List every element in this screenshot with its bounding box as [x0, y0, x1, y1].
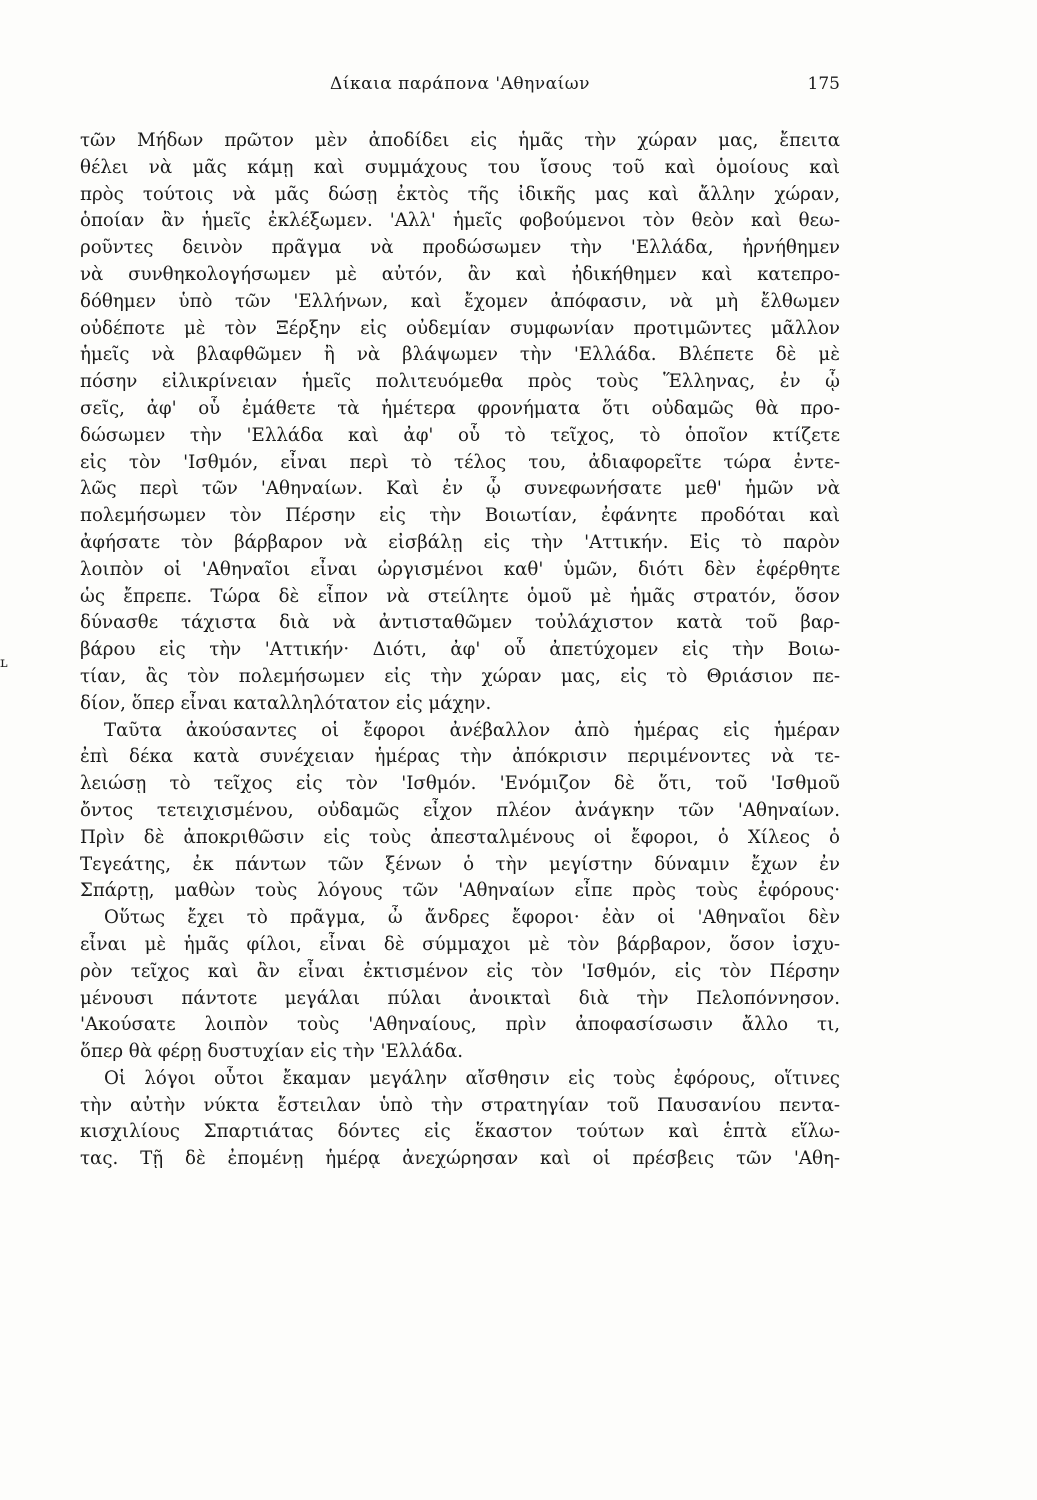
text-line: πόσην εἰλικρίνειαν ἡμεῖς πολιτευόμεθα πρὸς τοὺς Ἕλληνας, ἐν ᾧ: [80, 371, 840, 393]
text-line: ροῦντες δεινὸν πρᾶγμα νὰ προδώσωμεν τὴν 'Ελλάδα, ἠρνήθημεν: [80, 237, 840, 259]
text-line: Πρὶν δὲ ἀποκριθῶσιν εἰς τοὺς ἀπεσταλμένους οἱ ἔφοροι, ὁ Χίλεος ὁ: [80, 826, 840, 848]
text-line: Οὕτως ἔχει τὸ πρᾶγμα, ὦ ἄνδρες ἔφοροι· ἐὰν οἱ 'Αθηναῖοι δὲν: [104, 907, 840, 929]
text-line: ρὸν τεῖχος καὶ ἂν εἶναι ἐκτισμένον εἰς τὸν 'Ισθμόν, εἰς τὸν Πέρσην: [80, 960, 840, 982]
text-line: Οἱ λόγοι οὗτοι ἔκαμαν μεγάλην αἴσθησιν εἰς τοὺς ἐφόρους, οἵτινες: [104, 1067, 840, 1089]
text-line: θέλει νὰ μᾶς κάμῃ καὶ συμμάχους του ἴσους τοῦ καὶ ὁμοίους καὶ: [80, 156, 840, 178]
text-line: ὄντος τετειχισμένου, οὐδαμῶς εἶχον πλέον ἀνάγκην τῶν 'Αθηναίων.: [80, 799, 840, 821]
margin-mark: ʟ: [0, 655, 8, 671]
text-line: τὴν αὐτὴν νύκτα ἔστειλαν ὑπὸ τὴν στρατηγίαν τοῦ Παυσανίου πεντα-: [80, 1094, 840, 1116]
text-line: τας. Τῇ δὲ ἐπομένῃ ἡμέρᾳ ἀνεχώρησαν καὶ οἱ πρέσβεις τῶν 'Αθη-: [80, 1148, 840, 1170]
text-line: 'Ακούσατε λοιπὸν τοὺς 'Αθηναίους, πρὶν ἀποφασίσωσιν ἄλλο τι,: [80, 1014, 840, 1036]
text-line: εἰς τὸν 'Ισθμόν, εἶναι περὶ τὸ τέλος του, ἀδιαφορεῖτε τώρα ἐντε-: [80, 451, 840, 473]
text-line: ἀφήσατε τὸν βάρβαρον νὰ εἰσβάλῃ εἰς τὴν 'Αττικήν. Εἰς τὸ παρὸν: [80, 531, 840, 553]
text-line: δώσωμεν τὴν 'Ελλάδα καὶ ἀφ' οὗ τὸ τεῖχος, τὸ ὁποῖον κτίζετε: [80, 424, 840, 446]
text-line: ὡς ἔπρεπε. Τώρα δὲ εἶπον νὰ στείλητε ὁμοῦ μὲ ἡμᾶς στρατόν, ὅσον: [80, 585, 840, 607]
running-head: [80, 74, 840, 98]
text-line: Τεγεάτης, ἐκ πάντων τῶν ξένων ὁ τὴν μεγίστην δύναμιν ἔχων ἐν: [80, 853, 840, 875]
text-line: Σπάρτῃ, μαθὼν τοὺς λόγους τῶν 'Αθηναίων εἶπε πρὸς τοὺς ἐφόρους·: [80, 880, 840, 902]
text-line: μένουσι πάντοτε μεγάλαι πύλαι ἀνοικταὶ διὰ τὴν Πελοπόννησον.: [80, 987, 840, 1009]
text-line: δόθημεν ὑπὸ τῶν 'Ελλήνων, καὶ ἔχομεν ἀπόφασιν, νὰ μὴ ἔλθωμεν: [80, 290, 840, 312]
text-line: λῶς περὶ τῶν 'Αθηναίων. Καὶ ἐν ᾧ συνεφωνήσατε μεθ' ἡμῶν νὰ: [80, 478, 840, 500]
text-line: οὐδέποτε μὲ τὸν Ξέρξην εἰς οὐδεμίαν συμφωνίαν προτιμῶντες μᾶλλον: [80, 317, 840, 339]
text-line: νὰ συνθηκολογήσωμεν μὲ αὐτόν, ἂν καὶ ἠδικήθημεν καὶ κατεπρο-: [80, 263, 840, 285]
text-line: εἶναι μὲ ἡμᾶς φίλοι, εἶναι δὲ σύμμαχοι μὲ τὸν βάρβαρον, ὅσον ἰσχυ-: [80, 933, 840, 955]
text-line: ὁποίαν ἂν ἡμεῖς ἐκλέξωμεν. 'Αλλ' ἡμεῖς φοβούμενοι τὸν θεὸν καὶ θεω-: [80, 210, 840, 232]
text-line: τίαν, ἂς τὸν πολεμήσωμεν εἰς τὴν χώραν μας, εἰς τὸ Θριάσιον πε-: [80, 665, 840, 687]
text-line: πρὸς τούτοις νὰ μᾶς δώσῃ ἐκτὸς τῆς ἰδικῆς μας καὶ ἄλλην χώραν,: [80, 183, 840, 205]
text-line: βάρου εἰς τὴν 'Αττικήν· Διότι, ἀφ' οὗ ἀπετύχομεν εἰς τὴν Βοιω-: [80, 639, 840, 661]
text-line: τῶν Μήδων πρῶτον μὲν ἀποδίδει εἰς ἡμᾶς τὴν χώραν μας, ἔπειτα: [80, 130, 840, 151]
text-line: δύνασθε τάχιστα διὰ νὰ ἀντισταθῶμεν τοὐλάχιστον κατὰ τοῦ βαρ-: [80, 612, 840, 634]
running-title: Δίκαια παράπονα 'Αθηναίων: [330, 74, 590, 94]
text-line: ὅπερ θὰ φέρῃ δυστυχίαν εἰς τὴν 'Ελλάδα.: [80, 1041, 464, 1063]
text-line: σεῖς, ἀφ' οὗ ἐμάθετε τὰ ἡμέτερα φρονήματα ὅτι οὐδαμῶς θὰ προ-: [80, 397, 840, 419]
body-text: [80, 128, 840, 1173]
text-line: λοιπὸν οἱ 'Αθηναῖοι εἶναι ὠργισμένοι καθ' ὑμῶν, διότι δὲν ἐφέρθητε: [80, 558, 840, 580]
text-line: δίον, ὅπερ εἶναι καταλληλότατον εἰς μάχην.: [80, 692, 492, 714]
text-line: ἐπὶ δέκα κατὰ συνέχειαν ἡμέρας τὴν ἀπόκρισιν περιμένοντες νὰ τε-: [80, 746, 840, 768]
page-number: 175: [807, 74, 840, 94]
text-line: κισχιλίους Σπαρτιάτας δόντες εἰς ἕκαστον τούτων καὶ ἑπτὰ εἵλω-: [80, 1121, 840, 1143]
text-line: πολεμήσωμεν τὸν Πέρσην εἰς τὴν Βοιωτίαν, ἐφάνητε προδόται καὶ: [80, 505, 840, 527]
text-line: ἡμεῖς νὰ βλαφθῶμεν ἢ νὰ βλάψωμεν τὴν 'Ελλάδα. Βλέπετε δὲ μὲ: [80, 344, 840, 366]
text-line: Ταῦτα ἀκούσαντες οἱ ἔφοροι ἀνέβαλλον ἀπὸ ἡμέρας εἰς ἡμέραν: [104, 719, 840, 741]
text-line: λειώσῃ τὸ τεῖχος εἰς τὸν 'Ισθμόν. 'Ενόμιζον δὲ ὅτι, τοῦ 'Ισθμοῦ: [80, 773, 840, 795]
